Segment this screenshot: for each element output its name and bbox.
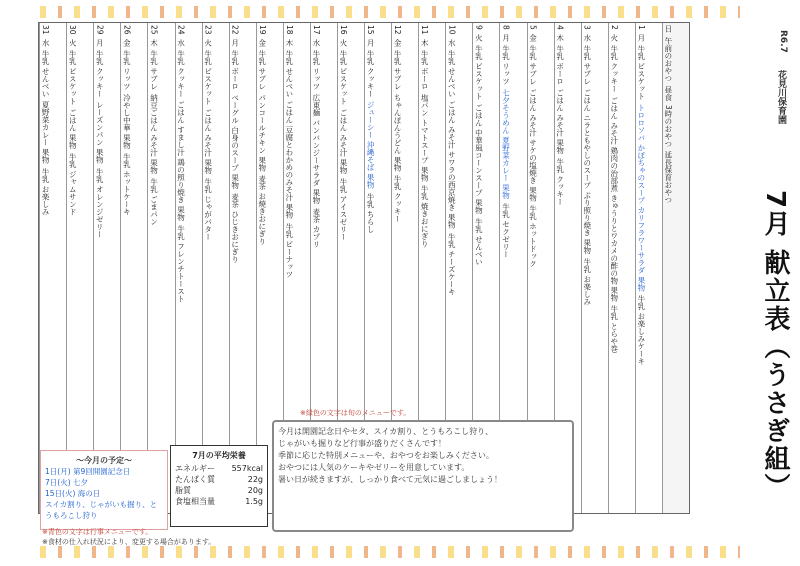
day-weekday: 金 [528,33,538,42]
morning-snack: 牛乳 ボーロ [420,50,430,90]
day-date: 18 [284,25,294,35]
lunch-menu: ベーグル 白身のスープ 果物 [230,93,240,189]
column-header: 3時のおやつ [663,104,673,147]
day-weekday: 月 [501,33,511,42]
day-date: 26 [122,25,132,35]
afternoon-snack: 牛乳 ジャムサンド [68,152,78,216]
message-line: 季節に応じた特別メニューや、おやつをお楽しみください。 [278,451,494,460]
school-name: 花見川保育園 [776,70,786,124]
morning-snack: 牛乳 ビスケット [636,45,646,101]
afternoon-snack: 牛乳 焼きおにぎり [420,185,430,248]
day-weekday: 金 [122,38,132,47]
afternoon-snack: 麦茶 ひじきおにぎり [230,192,240,263]
morning-snack: 牛乳 リッツ [311,50,321,90]
day-weekday: 月 [230,38,240,47]
column-header: 昼食 [663,85,673,101]
nutrition-label: 食塩相当量 [175,497,215,506]
lunch-menu: ごはん みそ汁 果物 [203,108,213,174]
nutrition-row [175,485,263,496]
message-line: おやつには人気のケーキやゼリーを用意しています。 [278,463,470,472]
day-date: 12 [393,25,403,35]
lunch-menu: ごはん みそ汁 果物 [555,89,565,154]
day-weekday: 水 [582,33,592,42]
day-weekday: 木 [149,38,159,47]
afternoon-snack: 牛乳 クッキー [555,157,565,206]
morning-snack: 牛乳 リッツ [122,50,132,90]
issue-date: R6.7 [778,30,788,53]
nutrition-value: 20g [247,486,263,495]
afternoon-snack: 牛乳 セクゼリー [501,202,511,258]
nutrition-value: 557kcal [231,464,263,473]
day-column [202,23,229,513]
morning-snack: 牛乳 クッキー [609,45,619,93]
message-line: 暑い日が続きますが、しっかり食べて元気に過ごしましょう！ [278,475,502,484]
lunch-menu: トロロソバ かぼちゃのスープ カリフラワーサラダ 果物 [636,104,646,292]
afternoon-snack: 牛乳 ビーナッツ [284,222,294,278]
day-date: 29 [95,25,105,35]
day-date: 1 [636,25,646,30]
day-weekday: 火 [68,38,78,47]
morning-snack: 牛乳 ボーロ [555,45,565,86]
nutrition-label: 脂質 [175,486,191,495]
day-date: 19 [257,25,267,35]
nutrition-row [175,474,263,485]
afternoon-snack: 牛乳 ホットドック [528,205,538,268]
lunch-menu: ごはん 豆腐とわかめのみそ汁 果物 [284,101,294,219]
lunch-menu: ちゃんぽんうどん 果物 [393,93,403,172]
afternoon-snack: 牛乳 ちらし [366,192,376,233]
lunch-menu: ごはん 果物 [68,108,78,149]
day-weekday: 月 [95,38,105,47]
morning-snack: 牛乳 ビスケット [338,50,348,105]
nutrition-value: 1.5g [245,497,263,506]
nutrition-heading: 7月の平均栄養 [192,451,246,460]
morning-snack: 牛乳 クッキー [95,50,105,98]
nutrition-row [175,496,263,507]
morning-snack: 牛乳 ビスケット [68,50,78,105]
lunch-menu: 七夕そうめん 夏野菜カレー 果物 [501,89,511,199]
morning-snack: 牛乳 せんべい [447,50,457,98]
event-item: スイカ割り、じゃがいも掘り、とうもろこし狩り [45,500,158,520]
afternoon-snack: 麦茶 お焼きおにぎり [257,175,267,246]
message-box [272,420,574,532]
morning-snack: 牛乳 サブレ [528,45,538,86]
day-date: 10 [447,25,457,35]
events-box [40,450,168,530]
day-weekday: 火 [609,33,619,42]
lunch-menu: レーズンパン 果物 [95,101,105,164]
day-column [229,23,256,513]
lunch-menu: ごはん すまし汁 鶏の照り焼き 果物 [176,101,186,222]
day-weekday: 金 [393,38,403,47]
column-header: 日 [663,25,673,33]
day-date: 31 [41,25,51,35]
lunch-menu: 納豆ごはん みそ汁 果物 [149,93,159,174]
afternoon-snack: 牛乳 とらや巻 [609,305,619,353]
column-header: 午前のおやつ [663,36,673,82]
day-date: 15 [366,25,376,35]
nutrition-row [175,463,263,474]
event-item: 1日(月) 第9回開園記念日 [45,467,131,476]
day-date: 5 [528,25,538,30]
lunch-menu: 冷やし中華 果物 [122,93,132,149]
day-date: 22 [230,25,240,35]
event-item: 7日(火) 七夕 [45,478,89,487]
afternoon-snack: 麦茶 カプリ [311,207,321,248]
morning-snack: 牛乳 サブレ [257,50,267,90]
morning-snack: 牛乳 サブレ [393,50,403,90]
afternoon-snack: 牛乳 ごまパン [149,177,159,226]
seasonal-remark: ※緑色の文字は旬のメニューです。 [300,409,411,417]
day-date: 11 [420,25,430,35]
afternoon-snack: 牛乳 お楽しみ [582,257,592,306]
day-date: 30 [68,25,78,35]
day-column [66,23,93,513]
nutrition-label: たんぱく質 [175,475,215,484]
lunch-menu: ジューシー 沖縄そば 果物 [366,101,376,189]
day-column [39,23,66,513]
afternoon-snack: 牛乳 ホットケーキ [122,152,132,216]
morning-snack: 牛乳 サブレ [149,50,159,90]
afternoon-snack: 牛乳 じゃがバター [203,177,213,241]
colored-text-note: ※青色の文字は行事メニューです。 [42,528,153,536]
lunch-menu: ごはん 中華風コーンスープ 果物 [474,104,484,214]
day-weekday: 水 [41,38,51,47]
morning-snack: 牛乳 せんべい [284,50,294,98]
day-date: 9 [474,25,484,30]
message-line: じゃがいも掘りなど行事が盛りだくさんです！ [278,439,446,448]
day-weekday: 金 [257,38,267,47]
event-item: 15日(火) 海の日 [45,489,101,498]
day-weekday: 月 [366,38,376,47]
events-heading: ～今月の予定～ [76,456,132,465]
morning-snack: 牛乳 ビスケット [203,50,213,105]
afternoon-snack: 牛乳 オレンジゼリー [95,167,105,238]
afternoon-snack: 牛乳 アイスゼリー [338,177,348,241]
lunch-menu: 夏野菜カレー 果物 [41,101,51,164]
day-column [147,23,174,513]
day-weekday: 火 [338,38,348,47]
day-weekday: 火 [203,38,213,47]
lunch-menu: ごはん みそ汁 果物 [338,108,348,174]
morning-snack: 牛乳 せんべい [41,50,51,98]
column-header: 延長保育おやつ [663,150,673,204]
morning-snack: 牛乳 ボーロ [230,50,240,90]
day-weekday: 月 [636,33,646,42]
menu-header-column [662,23,689,513]
nutrition-label: エネルギー [175,464,215,473]
message-line: 今月は開園記念日やセタ、スイカ割り、とうもろこし狩り、 [278,427,494,436]
day-date: 4 [555,25,565,30]
day-date: 8 [501,25,511,30]
day-weekday: 木 [284,38,294,47]
lunch-menu: パンコールチキン 果物 [257,93,267,172]
day-date: 23 [203,25,213,35]
day-date: 3 [582,25,592,30]
lunch-menu: 塩パン トマトスープ 果物 [420,93,430,182]
day-weekday: 水 [176,38,186,47]
afternoon-snack: 牛乳 お楽しみケーキ [636,295,646,366]
lunch-menu: ごはん みそ汁 鶏肉の治部煮 きゅうりとワカメの酢の物 果物 [609,96,619,302]
lunch-menu: ごはん みそ汁 サワラの西京焼き 果物 [447,101,457,229]
lunch-menu: 広東麺 バンバンジーサラダ 果物 [311,93,321,204]
day-column [175,23,202,513]
supply-note: ※食材の仕入れ状況により、変更する場合があります。 [42,538,216,546]
top-decorative-border [40,6,740,18]
day-date: 17 [311,25,321,35]
lunch-menu: ごはん ニラともやしのスープ ぶり照り焼き 果物 [582,89,592,254]
day-weekday: 火 [474,33,484,42]
day-weekday: 水 [447,38,457,47]
day-date: 25 [149,25,159,35]
day-column [635,23,662,513]
nutrition-box [170,445,268,527]
day-date: 16 [338,25,348,35]
lunch-menu: ごはん みそ汁 サケの塩焼き 果物 [528,89,538,202]
morning-snack: 牛乳 クッキー [176,50,186,98]
morning-snack: 牛乳 サブレ [582,45,592,86]
afternoon-snack: 牛乳 クッキー [393,175,403,223]
morning-snack: 牛乳 リッツ [501,45,511,86]
page-title: 7月 献立表（うさぎ組） [760,190,790,502]
bottom-decorative-border [40,546,740,558]
afternoon-snack: 牛乳 お楽しみ [41,167,51,216]
afternoon-snack: 牛乳 せんべい [474,217,484,266]
day-date: 24 [176,25,186,35]
afternoon-snack: 牛乳 フレンチトースト [176,225,186,303]
day-weekday: 木 [420,38,430,47]
day-column [120,23,147,513]
nutrition-value: 22g [247,475,263,484]
day-weekday: 木 [555,33,565,42]
day-date: 2 [609,25,619,30]
morning-snack: 牛乳 ビスケット [474,45,484,101]
morning-snack: 牛乳 クッキー [366,50,376,98]
afternoon-snack: 牛乳 チーズケーキ [447,232,457,295]
day-column [93,23,120,513]
day-column [581,23,608,513]
day-weekday: 水 [311,38,321,47]
day-column [608,23,635,513]
